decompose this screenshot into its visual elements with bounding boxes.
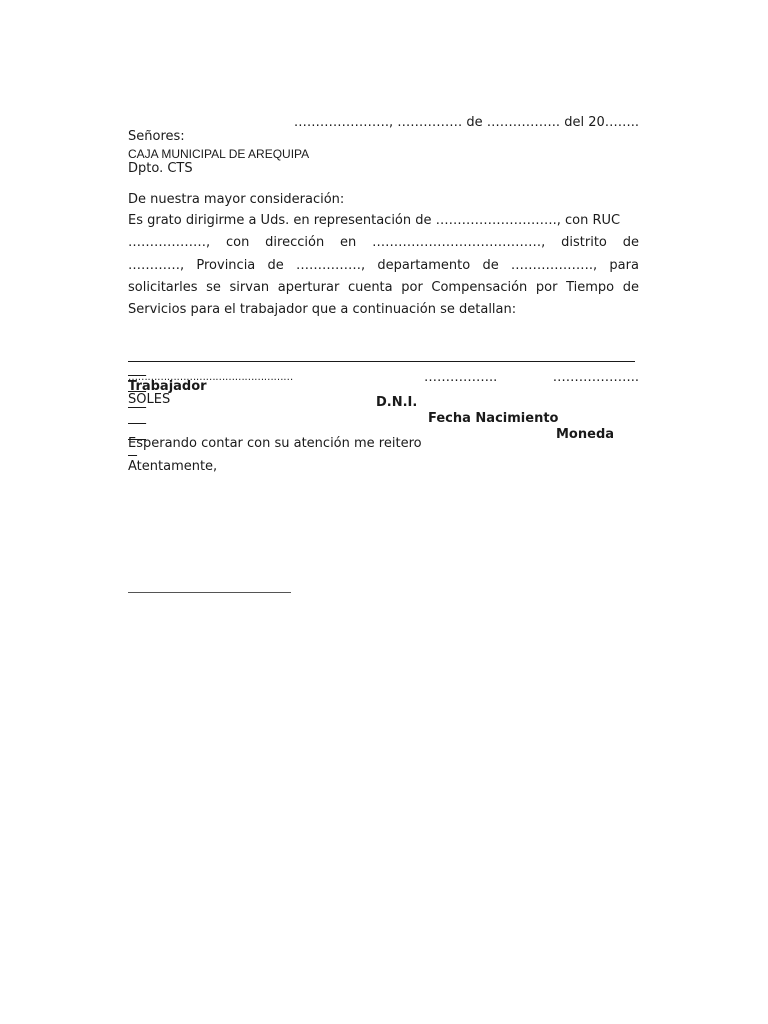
body-line-4 — [128, 280, 639, 296]
body-word: …………………………………, — [372, 235, 546, 250]
body-word: ………………., — [510, 258, 598, 273]
body-word: solicitarles — [128, 280, 198, 295]
body-word: Provincia — [196, 258, 256, 273]
signoff: Atentamente, — [128, 459, 218, 474]
body-word: sirvan — [229, 280, 270, 295]
recipient-name: CAJA MUNICIPAL DE AREQUIPA — [128, 147, 310, 161]
cell-trabajador: …………………………………………… — [128, 372, 293, 383]
body-word: aperturar — [277, 280, 340, 295]
body-word: por — [535, 280, 558, 295]
body-word: Tiempo — [566, 280, 615, 295]
body-line-1 — [128, 213, 620, 229]
header-fecha: Fecha Nacimiento — [428, 411, 559, 426]
header-underline — [128, 347, 635, 362]
body-word: de — [267, 258, 284, 273]
body-word: …………, — [128, 258, 185, 273]
body-word: cuenta — [347, 280, 393, 295]
body-word: ………………, — [128, 235, 211, 250]
body-word: ……………, — [296, 258, 366, 273]
body-word: de — [622, 235, 639, 250]
cell-moneda: SOLES — [128, 392, 171, 407]
body-word: departamento — [377, 258, 471, 273]
body-word: distrito — [561, 235, 607, 250]
date-line: …………………., …………… de …………….. del 20…….. — [293, 115, 639, 130]
body-line-2 — [128, 235, 639, 251]
header-dni: D.N.I. — [376, 395, 418, 410]
body-word: con — [225, 235, 250, 250]
body-word: se — [206, 280, 221, 295]
cell-dni: …………….. — [424, 370, 498, 385]
body-line-5-text: Servicios para el trabajador que a continuación se detallan: — [128, 302, 517, 317]
body-line-3 — [128, 258, 639, 274]
header-trabajador: Trabajador — [128, 379, 207, 394]
body-line-1-text: Es grato dirigirme a Uds. en representación de ………………………., con RUC — [128, 213, 621, 228]
header-moneda: Moneda — [556, 427, 615, 442]
body-word: de — [482, 258, 499, 273]
body-word: para — [609, 258, 639, 273]
body-word: dirección — [265, 235, 325, 250]
body-word: de — [622, 280, 639, 295]
body-word: por — [401, 280, 423, 295]
closing-line: Esperando contar con su atención me reitero — [128, 436, 422, 451]
cell-fecha: ……………….. — [552, 370, 639, 385]
recipient-department: Dpto. CTS — [128, 161, 193, 176]
signature-line — [128, 592, 291, 593]
body-word: en — [340, 235, 357, 250]
body-word: Compensación — [431, 280, 528, 295]
greeting: Señores: — [128, 129, 185, 144]
body-line-5 — [128, 302, 516, 318]
salutation: De nuestra mayor consideración: — [128, 192, 345, 207]
